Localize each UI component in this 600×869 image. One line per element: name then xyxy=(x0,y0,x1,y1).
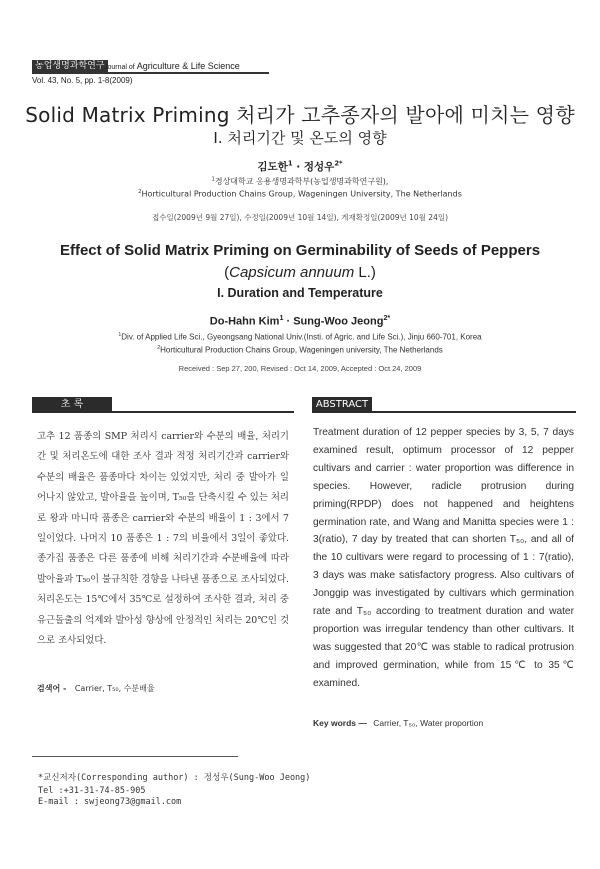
korean-affiliation-2: $^2$Horticultural Production Chains Group, Wageningen University, The Netherlands xyxy=(138,189,462,199)
english-species: (Capsicum annuum L.) xyxy=(224,264,376,281)
section-divider xyxy=(32,411,294,413)
english-abstract-label: ABSTRACT xyxy=(312,397,372,412)
english-abstract-header xyxy=(312,397,576,414)
english-keywords-label: Key words — xyxy=(313,718,367,728)
korean-author-1: 김도한 xyxy=(257,161,288,173)
korean-keywords xyxy=(37,683,155,694)
english-affiliation-1: $^1$Div. of Applied Life Sci., Gyeongsang National Univ.(Insti. of Agric. and Life Sci.), Jinju 660-701, Korea xyxy=(118,332,482,342)
footnote-rule xyxy=(32,756,238,757)
journal-prefix: Journal of xyxy=(104,64,135,71)
korean-authors: 김도한$^1$ · 정성우$^{2*}$ xyxy=(257,159,343,173)
korean-abstract-text: 고추 12 품종의 SMP 처리시 carrier와 수분의 배율, 처리기간 및 처리온도에 대한 조사 결과 적정 처리기간과 carrier와 수분의 배율은 품종마다 차이는 있었지만, 처리 중 발아가 일어나지 않았고, 발아율을 높이며, T₅₀을 단축시킬 수 있는 처리로 왕과 마니따 품종은 carrier와 수분의 배율이 1 : 3에서 7일이었다. 나머지 10 품종은 1 : 7의 비율에서 3일이 좋았다. 종가집 품종은 다른 품종에 비해 처리기간과 수분배율에 따라 발아율과 T₅₀이 불규칙한 경향을 나타낸 품종으로 조사되었다. 처리온도는 15℃에서 35℃로 설정하여 조사한 결과, 처리 중 유근돌출의 억제와 발아성 향상에 안정적인 처리는 20℃인 것으로 조사되었다. xyxy=(37,431,289,647)
species-name: Capsicum annuum xyxy=(229,264,355,281)
korean-abstract-label: 초 록 xyxy=(32,397,112,412)
section-divider xyxy=(312,411,576,413)
english-authors: Do-Hahn Kim$^1$ · Sung-Woo Jeong$^{2*}$ xyxy=(209,314,391,328)
korean-dates: 접수일(2009년 9월 27일), 수정일(2009년 10월 14일), 게재확정일(2009년 10월 24일) xyxy=(151,213,449,222)
author-phone: Tel :+31-31-74-85-905 xyxy=(38,786,146,796)
english-author-2: Sung-Woo Jeong xyxy=(293,315,384,328)
korean-author-2: 정성우 xyxy=(303,161,335,173)
korean-affiliation-1: $^1$경상대학교 응용생명과학부(농업생명과학연구원), xyxy=(211,176,389,186)
journal-name xyxy=(104,60,240,74)
corresponding-author: *교신저자(Corresponding author) : 정성우(Sung-Woo Jeong) xyxy=(38,773,311,783)
korean-keywords-list: Carrier, T₅₀, 수분배율 xyxy=(74,684,155,693)
english-abstract-text: Treatment duration of 12 pepper species by 3, 5, 7 days examined result, optimum processor of 12 pepper cultivars and carrier : water proportion was difference in species. However, radicle protrusion during priming(RPDP) does not happened and heightens germination rate, and Wang and Manitta species were 1 : 3(ratio), 7 day by treated that can shorten T₅₀, and all of the 10 cultivars were regard to processing of 1 : 7(ratio), 3 days was make satisfactory progress. Also cultivars of Jonggip was investigated by cultivars which germination rate and T₅₀ according to treatment duration and water proportion was irregular tendency than other cultivars. It was suggested that 20℃ was stable to radical protrusion and improved germination, while from 15℃ to 35℃ examined. xyxy=(313,427,574,689)
english-affiliation-2: $^2$Horticultural Production Chains Group, Wageningen university, The Netherlands xyxy=(157,345,443,355)
korean-title: Solid Matrix Priming 처리가 고추종자의 발아에 미치는 영향 xyxy=(25,103,575,127)
english-author-1: Do-Hahn Kim xyxy=(209,315,280,328)
volume-info: Vol. 43, No. 5, pp. 1-8(2009) xyxy=(32,76,133,85)
english-title: Effect of Solid Matrix Priming on Germinability of Seeds of Peppers xyxy=(59,242,541,259)
korean-abstract-header xyxy=(32,397,294,414)
author-email: E-mail : swjeong73@gmail.com xyxy=(38,797,182,807)
korean-subtitle: I. 처리기간 및 온도의 영향 xyxy=(213,129,387,147)
korean-keywords-label: 검색어 - xyxy=(37,684,67,693)
english-subtitle: I. Duration and Temperature xyxy=(217,286,383,300)
journal-masthead xyxy=(32,60,269,74)
english-dates: Received : Sep 27, 200, Revised : Oct 14, 2009, Accepted : Oct 24, 2009 xyxy=(178,364,422,373)
english-keywords xyxy=(313,718,483,728)
english-keywords-list: Carrier, T₅₀, Water proportion xyxy=(373,718,484,728)
journal-title: Agriculture & Life Science xyxy=(136,61,240,71)
journal-korean-name: 농업생명과학연구 xyxy=(32,60,108,72)
